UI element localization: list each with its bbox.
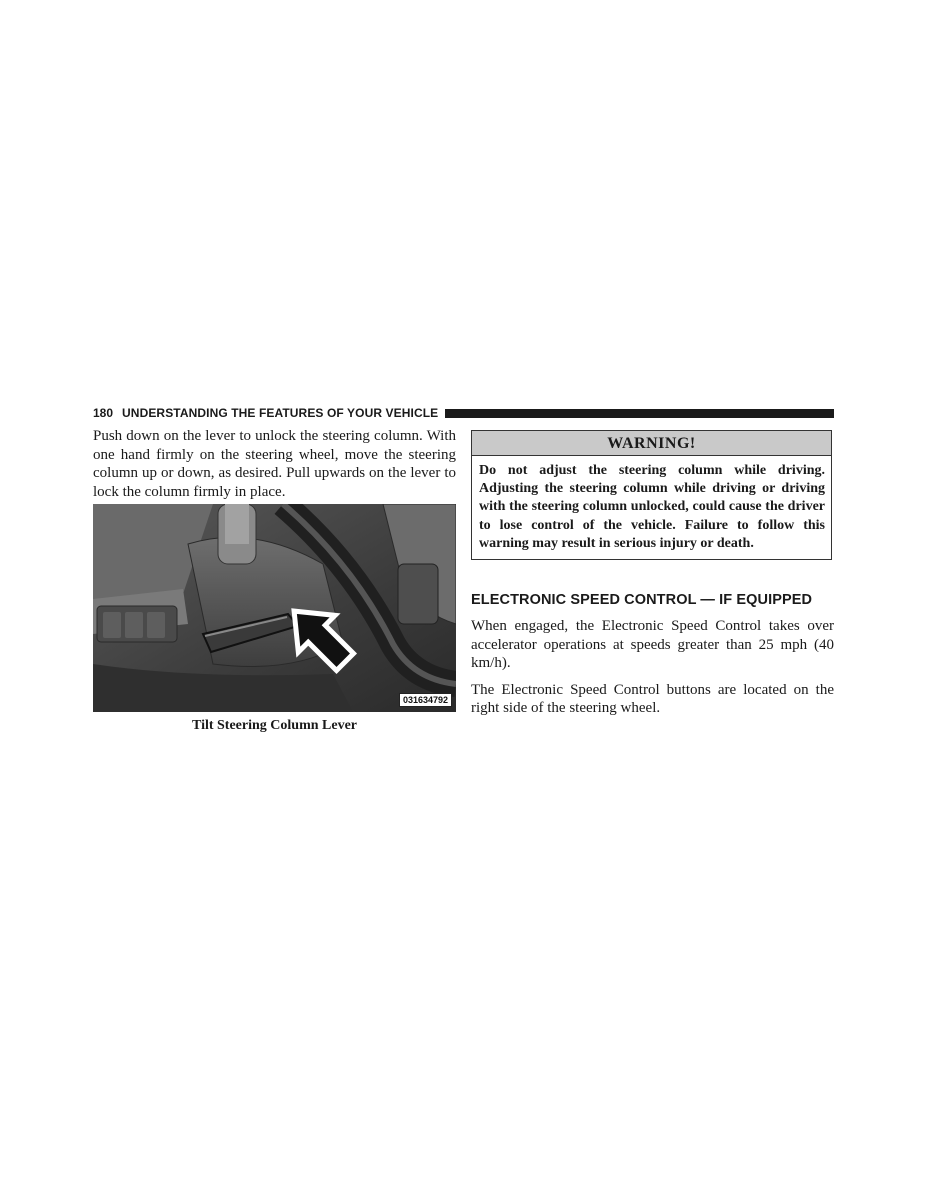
figure-id-label: 031634792 [399,693,452,707]
right-column [471,592,834,726]
page-number: 180 [93,406,114,420]
tilt-lever-illustration [93,504,456,712]
warning-box [471,430,832,560]
figure-caption: Tilt Steering Column Lever [191,718,357,733]
speed-control-paragraph-1: When engaged, the Electronic Speed Control takes over accelerator operations at speeds greater than 25 mph (40 km/h). [471,618,834,671]
warning-title: WARNING! [472,431,831,456]
header-rule [445,409,834,418]
section-title: UNDERSTANDING THE FEATURES OF YOUR VEHICLE [122,406,439,420]
warning-text: Do not adjust the steering column while driving. Adjusting the steering column while driving or driving with the steering column unlocked, could cause the driver to lose control of the vehicle. Failure to follow this warning may result in serious injury or death. [479,463,825,551]
speed-control-paragraph-2: The Electronic Speed Control buttons are located on the right side of the steering wheel. [471,681,834,716]
speed-control-heading: ELECTRONIC SPEED CONTROL — IF EQUIPPED [471,592,813,608]
steering-instructions: Push down on the lever to unlock the steering column. With one hand firmly on the steering wheel, move the steering column up or down, as desired. Pull upwards on the lever to lock the column firmly in place. [93,428,456,500]
left-column [93,427,456,501]
steering-column-drawing [93,504,456,712]
page-header [93,404,834,422]
